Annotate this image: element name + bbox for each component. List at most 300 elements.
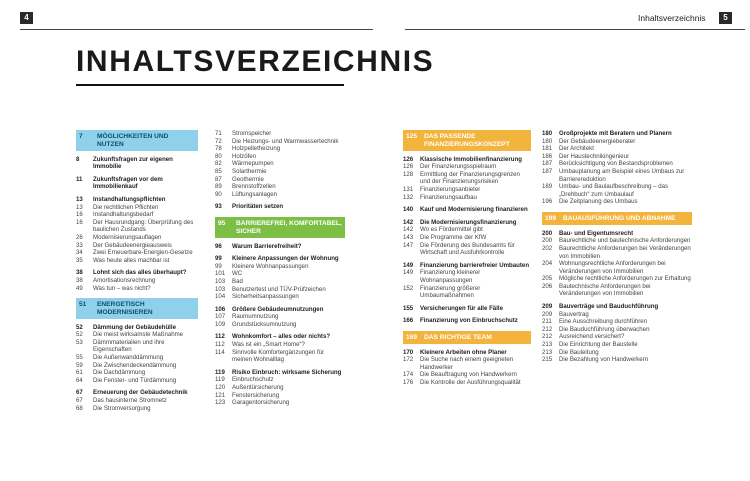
toc-section-entry[interactable] xyxy=(76,269,198,277)
entry-title: Großprojekte mit Beratern und Planern xyxy=(559,130,672,137)
entry-page-number: 85 xyxy=(215,167,222,175)
chapter-title: DAS RICHTIGE TEAM xyxy=(424,333,492,341)
entry-page-number: 67 xyxy=(76,397,83,405)
entry-title: Umbauplanung am Beispiel eines Umbaus zur Barrierereduktion xyxy=(559,167,685,183)
toc-subsection-entry[interactable] xyxy=(215,392,345,400)
entry-page-number: 90 xyxy=(215,190,222,198)
toc-subsection-entry[interactable] xyxy=(542,326,692,334)
toc-subsection-entry[interactable] xyxy=(215,321,345,329)
entry-title: Dämmmaterialien und ihre Eigenschaften xyxy=(93,338,165,354)
entry-title: Die meist wirksamste Maßnahme xyxy=(93,331,184,339)
chapter-title: ENERGETISCH MODERNISIEREN xyxy=(97,301,153,316)
toc-subsection-entry[interactable] xyxy=(76,331,198,339)
entry-page-number: 33 xyxy=(76,241,83,249)
entry-page-number: 119 xyxy=(215,376,225,384)
header-rule-right xyxy=(405,29,745,30)
chapter-band[interactable] xyxy=(542,212,692,225)
entry-page-number: 140 xyxy=(403,206,414,214)
entry-title: Die Fenster- und Türdämmung xyxy=(93,376,177,384)
toc-subsection-entry[interactable] xyxy=(76,339,198,354)
toc-subsection-entry[interactable] xyxy=(215,286,345,294)
entry-page-number: 119 xyxy=(215,368,225,376)
chapter-page-number: 7 xyxy=(79,133,83,140)
entry-title: Der Architekt xyxy=(559,145,594,153)
entry-title: Einbruchschutz xyxy=(232,376,274,384)
entry-title: Bautechnische Anforderungen bei Veränderungen von Immobilien xyxy=(559,282,651,298)
entry-title: Berücksichtigung von Bestandsproblemen xyxy=(559,160,673,168)
entry-page-number: 174 xyxy=(403,371,414,379)
entry-title: Fenstersicherung xyxy=(232,391,280,399)
entry-title: Umbau- und Baulaufbeschreibung – das „Drehbuch“ zum Umbaulauf xyxy=(559,183,669,198)
toc-subsection-entry[interactable] xyxy=(215,278,345,286)
entry-page-number: 52 xyxy=(76,331,83,339)
entry-page-number: 53 xyxy=(76,338,83,346)
entry-title: Die Außenwanddämmung xyxy=(93,354,164,362)
entry-page-number: 96 xyxy=(215,242,222,250)
entry-title: Mögliche rechtliche Anforderungen zur Erhaltung xyxy=(559,275,691,283)
entry-page-number: 132 xyxy=(403,193,414,201)
entry-page-number: 166 xyxy=(403,317,414,325)
entry-page-number: 215 xyxy=(542,356,553,364)
entry-title: Geothermie xyxy=(232,175,264,183)
toc-subsection-entry[interactable] xyxy=(215,313,345,321)
entry-page-number: 206 xyxy=(542,282,553,290)
toc-subsection-entry[interactable] xyxy=(403,226,531,234)
toc-subsection-entry[interactable] xyxy=(215,191,345,199)
entry-title: Holzpelletheizung xyxy=(232,145,281,153)
toc-subsection-entry[interactable] xyxy=(76,362,198,370)
entry-title: Die Bauduchführung überwachen xyxy=(559,325,650,333)
entry-title: Der Haustechnikingenieur xyxy=(559,152,630,160)
toc-section-entry[interactable] xyxy=(76,176,198,191)
toc-subsection-entry[interactable] xyxy=(76,257,198,265)
entry-title: Die Programme der KfW xyxy=(420,233,487,241)
toc-section-entry[interactable] xyxy=(403,349,531,357)
toc-subsection-entry[interactable] xyxy=(76,219,198,234)
chapter-band[interactable] xyxy=(403,331,531,344)
toc-section-entry[interactable] xyxy=(215,203,345,211)
toc-subsection-entry[interactable] xyxy=(403,356,531,371)
entry-page-number: 103 xyxy=(215,285,226,293)
entry-page-number: 52 xyxy=(76,323,83,331)
chapter-page-number: 169 xyxy=(406,333,418,341)
entry-page-number: 71 xyxy=(215,130,222,137)
toc-section-entry[interactable] xyxy=(215,243,345,251)
entry-title: Bauverträge und Bauduchführung xyxy=(559,303,659,311)
entry-page-number: 126 xyxy=(403,155,414,163)
entry-title: Kleinere Arbeiten ohne Planer xyxy=(420,348,507,356)
toc-section-entry[interactable] xyxy=(215,333,345,341)
entry-page-number: 11 xyxy=(76,175,83,183)
toc-subsection-entry[interactable] xyxy=(215,130,345,138)
entry-title: Finanzierung kleinerer Wohnanpassungen xyxy=(420,269,481,284)
toc-subsection-entry[interactable] xyxy=(542,283,692,298)
entry-page-number: 186 xyxy=(542,152,553,160)
toc-subsection-entry[interactable] xyxy=(215,270,345,278)
toc-subsection-entry[interactable] xyxy=(215,153,345,161)
entry-title: Finanzierung barrierefreier Umbauten xyxy=(420,261,530,269)
entry-page-number: 82 xyxy=(215,160,222,168)
chapter-title: MÖGLICHKEITEN UND NUTZEN xyxy=(97,133,169,148)
entry-page-number: 8 xyxy=(76,155,80,163)
entry-title: Kauf und Modernisierung finanzieren xyxy=(420,206,528,214)
entry-page-number: 212 xyxy=(542,325,553,333)
chapter-band[interactable] xyxy=(76,130,198,151)
entry-page-number: 13 xyxy=(76,195,83,203)
toc-subsection-entry[interactable] xyxy=(542,275,692,283)
entry-title: Sinnvolle Komfortergänzungen für meinen Wohnalltag xyxy=(232,348,325,364)
chapter-page-number: 95 xyxy=(218,219,226,227)
toc-subsection-entry[interactable] xyxy=(403,194,531,202)
entry-page-number: 187 xyxy=(542,167,553,175)
toc-subsection-entry[interactable] xyxy=(76,285,198,293)
toc-subsection-entry[interactable] xyxy=(215,145,345,153)
chapter-title: BAUAUSFÜHRUNG UND ABNAHME xyxy=(563,214,676,222)
entry-title: Grundstücksumnutzung xyxy=(232,320,297,328)
entry-title: Die Förderung des Bundesamts für Wirtschaft und Ausfuhrkontrolle xyxy=(420,241,515,257)
entry-page-number: 152 xyxy=(403,284,414,292)
chapter-page-number: 199 xyxy=(545,214,557,222)
entry-title: Ermittlung der Finanzierungsgrenzen und der Finanzierungsrisiken xyxy=(420,170,520,186)
entry-page-number: 123 xyxy=(215,399,226,407)
toc-subsection-entry[interactable] xyxy=(542,245,692,260)
entry-page-number: 16 xyxy=(76,211,83,219)
toc-subsection-entry[interactable] xyxy=(542,183,692,198)
entry-page-number: 78 xyxy=(215,145,222,153)
entry-page-number: 68 xyxy=(76,404,83,412)
entry-page-number: 209 xyxy=(542,310,553,318)
toc-subsection-entry[interactable] xyxy=(215,384,345,392)
entry-title: Bauvertrag xyxy=(559,310,589,318)
entry-title: Baurechtliche Anforderungen bei Veränderungen von Immobilien xyxy=(559,244,691,260)
entry-page-number: 106 xyxy=(215,305,226,313)
entry-title: Der Hausrundgang: Überprüfung des baulichen Zustands xyxy=(93,218,194,234)
toc-subsection-entry[interactable] xyxy=(542,160,692,168)
entry-title: Die Suche nach einem geeigneten Handwerker xyxy=(420,356,514,371)
toc-subsection-entry[interactable] xyxy=(542,260,692,275)
entry-title: Benutzertest und TÜV-Prüfzeichen xyxy=(232,285,326,293)
entry-title: Holzöfen xyxy=(232,152,257,160)
entry-title: Brennstoffzellen xyxy=(232,183,276,191)
toc-section-entry[interactable] xyxy=(542,230,692,238)
entry-page-number: 49 xyxy=(76,284,83,292)
toc-subsection-entry[interactable] xyxy=(542,341,692,349)
toc-subsection-entry[interactable] xyxy=(542,198,692,206)
toc-subsection-entry[interactable] xyxy=(76,234,198,242)
toc-column-3 xyxy=(403,130,531,387)
entry-title: Amortisationsrechnung xyxy=(93,276,156,284)
toc-section-entry[interactable] xyxy=(76,389,198,397)
entry-title: Instandhaltungspflichten xyxy=(93,195,166,203)
entry-page-number: 103 xyxy=(215,277,226,285)
entry-title: Das hausinterne Stromnetz xyxy=(93,397,167,405)
toc-subsection-entry[interactable] xyxy=(542,153,692,161)
entry-title: Die Einrichtung der Baustelle xyxy=(559,341,638,349)
entry-page-number: 112 xyxy=(215,333,225,341)
toc-subsection-entry[interactable] xyxy=(76,405,198,413)
toc-subsection-entry[interactable] xyxy=(403,234,531,242)
toc-subsection-entry[interactable] xyxy=(542,356,692,364)
entry-page-number: 143 xyxy=(403,233,414,241)
entry-title: Die rechtlichen Pflichten xyxy=(93,203,159,211)
entry-title: Bad xyxy=(232,277,243,285)
entry-title: Prioritäten setzen xyxy=(232,203,284,211)
entry-title: Die Kontrolle der Ausführungsqualität xyxy=(420,379,521,387)
chapter-band[interactable] xyxy=(215,217,345,238)
toc-subsection-entry[interactable] xyxy=(76,354,198,362)
entry-page-number: 67 xyxy=(76,389,83,397)
entry-title: Zukunftsfragen zur eigenen Immobilie xyxy=(93,155,173,171)
entry-title: Solarthermie xyxy=(232,167,267,175)
entry-page-number: 38 xyxy=(76,269,83,277)
entry-page-number: 89 xyxy=(215,183,222,191)
toc-subsection-entry[interactable] xyxy=(542,138,692,146)
entry-title: Die Modernisierungsfinanzierung xyxy=(420,218,517,226)
entry-title: Die Bauleitung xyxy=(559,348,599,356)
entry-title: Kleinere Anpassungen der Wohnung xyxy=(232,255,339,263)
chapter-title: BARRIEREFREI, KOMFORTABEL, SICHER xyxy=(236,219,342,235)
toc-subsection-entry[interactable] xyxy=(215,293,345,301)
toc-subsection-entry[interactable] xyxy=(542,349,692,357)
entry-title: Raumumnutzung xyxy=(232,313,279,321)
toc-section-entry[interactable] xyxy=(403,305,531,313)
entry-page-number: 147 xyxy=(403,241,414,249)
entry-page-number: 101 xyxy=(215,270,226,278)
toc-subsection-entry[interactable] xyxy=(76,211,198,219)
entry-page-number: 99 xyxy=(215,255,222,263)
entry-title: Garagentorsicherung xyxy=(232,399,290,407)
entry-page-number: 200 xyxy=(542,237,553,245)
entry-page-number: 189 xyxy=(542,183,553,191)
page-number-left: 4 xyxy=(20,12,33,24)
entry-page-number: 142 xyxy=(403,218,414,226)
entry-page-number: 204 xyxy=(542,260,553,268)
entry-page-number: 35 xyxy=(76,256,83,264)
toc-section-entry[interactable] xyxy=(403,219,531,227)
entry-title: Der Finanzierungsspielraum xyxy=(420,163,497,171)
entry-page-number: 176 xyxy=(403,379,414,387)
entry-title: Instandhaltungsbedarf xyxy=(93,211,154,219)
entry-page-number: 120 xyxy=(215,384,226,392)
entry-title: Die Zwischendeckendämmung xyxy=(93,361,177,369)
entry-title: Zukunftsfragen vor dem Immobilienkauf xyxy=(93,175,163,191)
entry-title: Ausreichend versichert? xyxy=(559,333,625,341)
entry-title: Die Heizungs- und Warmwassertechnik xyxy=(232,137,339,145)
toc-section-entry[interactable] xyxy=(403,317,531,325)
entry-page-number: 213 xyxy=(542,341,553,349)
toc-subsection-entry[interactable] xyxy=(542,145,692,153)
toc-subsection-entry[interactable] xyxy=(76,204,198,212)
toc-subsection-entry[interactable] xyxy=(542,333,692,341)
entry-page-number: 16 xyxy=(76,218,83,226)
toc-section-entry[interactable] xyxy=(215,369,345,377)
entry-page-number: 202 xyxy=(542,244,553,252)
title-underline xyxy=(76,84,344,86)
toc-subsection-entry[interactable] xyxy=(215,176,345,184)
entry-title: Stromspeicher xyxy=(232,130,272,137)
entry-page-number: 187 xyxy=(542,160,553,168)
entry-page-number: 13 xyxy=(76,203,83,211)
toc-section-entry[interactable] xyxy=(215,306,345,314)
toc-column-4 xyxy=(542,130,692,364)
toc-subsection-entry[interactable] xyxy=(542,318,692,326)
entry-title: Lohnt sich das alles überhaupt? xyxy=(93,269,187,277)
page-number-right: 5 xyxy=(719,12,732,24)
entry-page-number: 213 xyxy=(542,348,553,356)
entry-page-number: 128 xyxy=(403,170,414,178)
entry-page-number: 149 xyxy=(403,261,414,269)
entry-title: Was ist ein „Smart Home“? xyxy=(232,341,305,349)
toc-subsection-entry[interactable] xyxy=(215,160,345,168)
entry-title: Eine Ausschreibung durchführen xyxy=(559,318,648,326)
entry-page-number: 114 xyxy=(215,348,225,356)
toc-subsection-entry[interactable] xyxy=(403,379,531,387)
toc-subsection-entry[interactable] xyxy=(215,341,345,349)
toc-column-1 xyxy=(76,130,198,412)
toc-subsection-entry[interactable] xyxy=(215,349,345,364)
toc-section-entry[interactable] xyxy=(403,262,531,270)
toc-subsection-entry[interactable] xyxy=(76,369,198,377)
entry-title: Wohnungsrechtliche Anforderungen bei Veränderungen von Immobilien xyxy=(559,260,666,275)
entry-title: Größere Gebäudeumnutzungen xyxy=(232,305,324,313)
entry-page-number: 155 xyxy=(403,304,414,312)
toc-subsection-entry[interactable] xyxy=(215,138,345,146)
toc-subsection-entry[interactable] xyxy=(403,163,531,171)
toc-subsection-entry[interactable] xyxy=(215,376,345,384)
entry-page-number: 104 xyxy=(215,293,226,301)
page-title: INHALTSVERZEICHNIS xyxy=(76,45,435,78)
toc-subsection-entry[interactable] xyxy=(76,249,198,257)
entry-page-number: 64 xyxy=(76,376,83,384)
running-title: Inhaltsverzeichnis xyxy=(638,13,706,23)
toc-subsection-entry[interactable] xyxy=(403,269,531,284)
entry-title: Sicherheitsanpassungen xyxy=(232,293,299,301)
entry-page-number: 121 xyxy=(215,391,226,399)
entry-page-number: 87 xyxy=(215,175,222,183)
entry-page-number: 72 xyxy=(215,137,222,145)
entry-page-number: 99 xyxy=(215,262,222,270)
entry-page-number: 131 xyxy=(403,185,414,193)
toc-section-entry[interactable] xyxy=(403,206,531,214)
toc-subsection-entry[interactable] xyxy=(403,171,531,186)
entry-page-number: 211 xyxy=(542,318,552,326)
toc-section-entry[interactable] xyxy=(542,130,692,138)
entry-title: Baurechtliche und bautechnische Anforderungen xyxy=(559,237,691,245)
entry-title: Die Bezahlung von Handwerkern xyxy=(559,356,649,364)
entry-page-number: 109 xyxy=(215,320,226,328)
entry-title: Klassische Immobilienfinanzierung xyxy=(420,155,522,163)
toc-section-entry[interactable] xyxy=(215,255,345,263)
entry-title: Kleinere Wohnanpassungen xyxy=(232,262,309,270)
entry-title: Die Dachdämmung xyxy=(93,369,146,377)
entry-page-number: 209 xyxy=(542,303,553,311)
entry-title: Was tun – was nicht? xyxy=(93,284,151,292)
entry-title: Warum Barrierefreiheit? xyxy=(232,242,302,250)
toc-section-entry[interactable] xyxy=(76,156,198,171)
toc-subsection-entry[interactable] xyxy=(215,263,345,271)
chapter-page-number: 51 xyxy=(79,301,87,309)
entry-page-number: 59 xyxy=(76,361,83,369)
entry-title: Der Gebäudeenergieausweis xyxy=(93,241,172,249)
entry-page-number: 112 xyxy=(215,341,225,349)
entry-page-number: 205 xyxy=(542,275,553,283)
toc-section-entry[interactable] xyxy=(76,324,198,332)
entry-page-number: 180 xyxy=(542,137,553,145)
entry-page-number: 80 xyxy=(215,152,222,160)
chapter-band[interactable] xyxy=(403,130,531,151)
entry-page-number: 38 xyxy=(76,276,83,284)
toc-subsection-entry[interactable] xyxy=(215,183,345,191)
entry-title: Bau- und Eigentumsrecht xyxy=(559,229,634,237)
toc-column-2 xyxy=(215,130,345,407)
entry-page-number: 34 xyxy=(76,249,83,257)
toc-subsection-entry[interactable] xyxy=(542,237,692,245)
toc-subsection-entry[interactable] xyxy=(76,397,198,405)
toc-subsection-entry[interactable] xyxy=(542,168,692,183)
entry-page-number: 170 xyxy=(403,348,414,356)
entry-title: Finanzierungsanbieter xyxy=(420,185,481,193)
entry-page-number: 55 xyxy=(76,354,83,362)
entry-page-number: 180 xyxy=(542,130,553,137)
entry-title: Finanzierung größerer Umbaumaßnahmen xyxy=(420,284,481,300)
toc-section-entry[interactable] xyxy=(76,196,198,204)
entry-page-number: 142 xyxy=(403,226,414,234)
entry-title: Dämmung der Gebäudehülle xyxy=(93,323,176,331)
entry-title: WC xyxy=(232,270,243,278)
entry-page-number: 200 xyxy=(542,229,553,237)
toc-section-entry[interactable] xyxy=(542,303,692,311)
entry-title: Außentürsicherung xyxy=(232,384,284,392)
toc-subsection-entry[interactable] xyxy=(215,399,345,407)
entry-title: Risiko Einbruch: wirksame Sicherung xyxy=(232,368,342,376)
entry-page-number: 196 xyxy=(542,198,553,206)
toc-subsection-entry[interactable] xyxy=(403,285,531,300)
entry-page-number: 61 xyxy=(76,369,83,377)
entry-page-number: 93 xyxy=(215,203,222,211)
entry-title: Was heute alles machbar ist xyxy=(93,256,170,264)
toc-subsection-entry[interactable] xyxy=(542,311,692,319)
chapter-title: DAS PASSENDE FINANZIERUNGSKONZEPT xyxy=(424,133,510,148)
toc-subsection-entry[interactable] xyxy=(215,168,345,176)
chapter-page-number: 125 xyxy=(406,133,418,140)
entry-title: Die Beauftragung von Handwerkern xyxy=(420,371,517,379)
header-rule-left xyxy=(20,29,373,30)
toc-subsection-entry[interactable] xyxy=(76,242,198,250)
entry-title: Wohnkomfort – alles oder nichts? xyxy=(232,333,331,341)
entry-title: Finanzierungsaufbau xyxy=(420,193,477,201)
toc-subsection-entry[interactable] xyxy=(403,371,531,379)
toc-subsection-entry[interactable] xyxy=(403,242,531,257)
entry-title: Erneuerung der Gebäudetechnik xyxy=(93,389,188,397)
entry-title: Die Zeitplanung des Umbaus xyxy=(559,198,638,206)
entry-page-number: 126 xyxy=(403,163,414,171)
entry-title: Wärmepumpen xyxy=(232,160,274,168)
toc-subsection-entry[interactable] xyxy=(76,277,198,285)
toc-subsection-entry[interactable] xyxy=(403,186,531,194)
entry-page-number: 107 xyxy=(215,313,226,321)
entry-title: Wo es Fördermittel gibt xyxy=(420,226,483,234)
entry-title: Finanzierung von Einbruchschutz xyxy=(420,317,518,325)
entry-title: Die Stromversorgung xyxy=(93,404,151,412)
toc-section-entry[interactable] xyxy=(403,156,531,164)
entry-page-number: 212 xyxy=(542,333,553,341)
entry-title: Lüftungsanlagen xyxy=(232,190,278,198)
toc-subsection-entry[interactable] xyxy=(76,377,198,385)
entry-title: Zwei Erneuerbare-Energien-Gesetze xyxy=(93,249,193,257)
chapter-band[interactable] xyxy=(76,298,198,319)
entry-page-number: 26 xyxy=(76,233,83,241)
entry-title: Modernisierungsauflagen xyxy=(93,233,162,241)
